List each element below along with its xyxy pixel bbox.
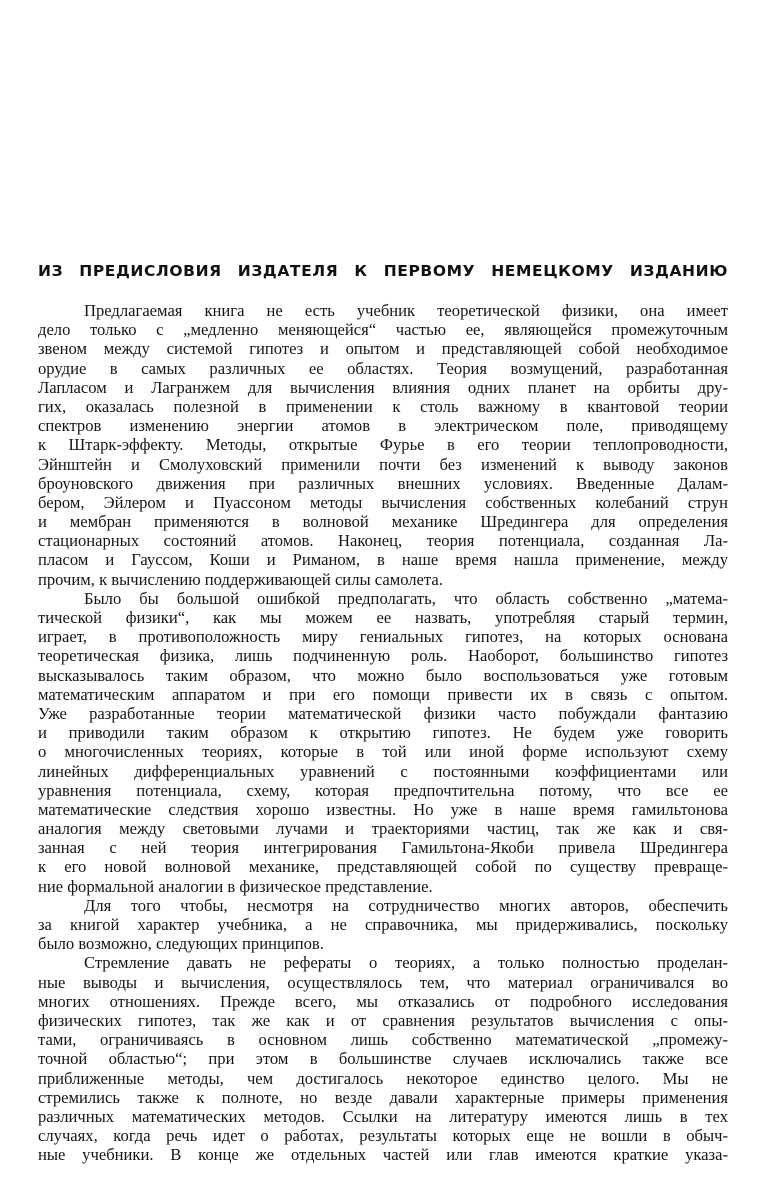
text-line: ние формальной аналогии в физическое представление. [38, 876, 433, 896]
text-line: и мембран применяются в волновой механике Шредингера для определения [38, 512, 728, 532]
text-line: тической физики“, как мы можем ее назвать, употребляя старый термин, [38, 608, 728, 627]
text-line: стремились также к полноте, но везде давали характерные примеры применения [38, 1087, 728, 1107]
text-line: ные выводы и вычисления, осуществлялось тем, что материал ограничивался во [38, 972, 728, 992]
text-line: было возможно, следующих принципов. [38, 934, 324, 954]
text-line: Лапласом и Лагранжем для вычисления влияния одних планет на орбиты дру- [38, 377, 728, 397]
text-line: к Штарк-эффекту. Методы, открытые Фурье в его теории теплопроводности, [38, 435, 728, 455]
text-line: математическим аппаратом и при его помощи привести их в связь с опытом. [38, 684, 728, 704]
text-line: многих отношениях. Прежде всего, мы отказались от подробного исследования [38, 991, 728, 1011]
text-line: уравнения потенциала, схему, которая предпочтительна потому, что все ее [38, 780, 728, 800]
text-line: Было бы большой ошибкой предполагать, что область собственно „матема- [84, 588, 728, 608]
text-line: бером, Эйлером и Пуассоном методы вычисления собственных колебаний струн [38, 492, 728, 512]
text-line: к его новой волновой механике, представляющей собой по существу превраще- [38, 857, 728, 877]
text-line: высказывалось таким образом, что можно было воспользоваться уже готовым [38, 665, 728, 685]
text-line: Эйнштейн и Смолуховский применили почти без изменений к выводу законов [38, 454, 728, 474]
text-line: играет, в противоположность миру гениальных гипотез, на которых основана [38, 627, 728, 647]
text-line: приближенные методы, чем достигалось некоторое единство целого. Мы не [38, 1068, 728, 1088]
text-line: спектров изменению энергии атомов в электрическом поле, приводящему [38, 416, 728, 436]
preface-text [38, 301, 728, 1164]
text-line: о многочисленных теориях, которые в той или иной форме используют схему [38, 742, 728, 762]
text-line: за книгой характер учебника, а не справочника, мы придерживались, поскольку [38, 915, 728, 934]
text-line: тами, ограничиваясь в основном лишь собственно математической „промежу- [38, 1030, 728, 1050]
text-line: занная с ней теория интегрирования Гамильтона-Якоби привела Шредингера [38, 838, 728, 858]
text-line: физических гипотез, так же как и от сравнения результатов вычисления с опы- [38, 1010, 728, 1030]
text-line: случаях, когда речь идет о работах, результаты которых еще не вошли в обыч- [38, 1126, 728, 1146]
text-line: орудие в самых различных ее областях. Теория возмущений, разработанная [38, 358, 728, 378]
text-line: аналогия между световыми лучами и траекториями частиц, так же как и свя- [38, 819, 728, 839]
text-line: теоретическая физика, лишь подчиненную роль. Наоборот, большинство гипотез [38, 646, 728, 666]
text-line: пласом и Гауссом, Коши и Риманом, в наше время нашла применение, между [38, 550, 728, 570]
text-line: ные учебники. В конце же отдельных частей или глав имеются краткие указа- [38, 1145, 728, 1165]
text-line: броуновского движения при различных внешних условиях. Введенные Далам- [38, 473, 728, 493]
text-line: различных математических методов. Ссылки на литературу имеются лишь в тех [38, 1106, 728, 1126]
text-line: Предлагаемая книга не есть учебник теоретической физики, она имеет [84, 301, 728, 320]
text-line: дело только с „медленно меняющейся“ частью ее, являющейся промежуточным [38, 320, 728, 340]
section-heading: ИЗ ПРЕДИСЛОВИЯ ИЗДАТЕЛЯ К ПЕРВОМУ НЕМЕЦКОМУ ИЗДАНИЮ [38, 262, 728, 280]
text-line: звеном между системой гипотез и опытом и представляющей собой необходимое [38, 339, 728, 359]
text-line: прочим, к вычислению поддерживающей силы самолета. [38, 569, 443, 589]
text-line: гих, оказалась полезной в применении к столь важному в квантовой теории [38, 396, 728, 416]
text-line: точной областью“; при этом в большинстве случаев исключались также все [38, 1049, 728, 1069]
text-line: стационарных состояний атомов. Наконец, теория потенциала, созданная Ла- [38, 531, 728, 551]
text-line: математические следствия хорошо известны. Но уже в наше время гамильтонова [38, 799, 728, 819]
text-line: и приводили таким образом к открытию гипотез. Не будем уже говорить [38, 723, 728, 743]
text-line: линейных дифференциальных уравнений с постоянными коэффициентами или [38, 761, 728, 781]
text-line: Уже разработанные теории математической физики часто побуждали фантазию [38, 703, 728, 723]
text-line: Для того чтобы, несмотря на сотрудничество многих авторов, обеспечить [84, 895, 728, 915]
text-line: Стремление давать не рефераты о теориях, а только полностью проделан- [84, 953, 728, 973]
